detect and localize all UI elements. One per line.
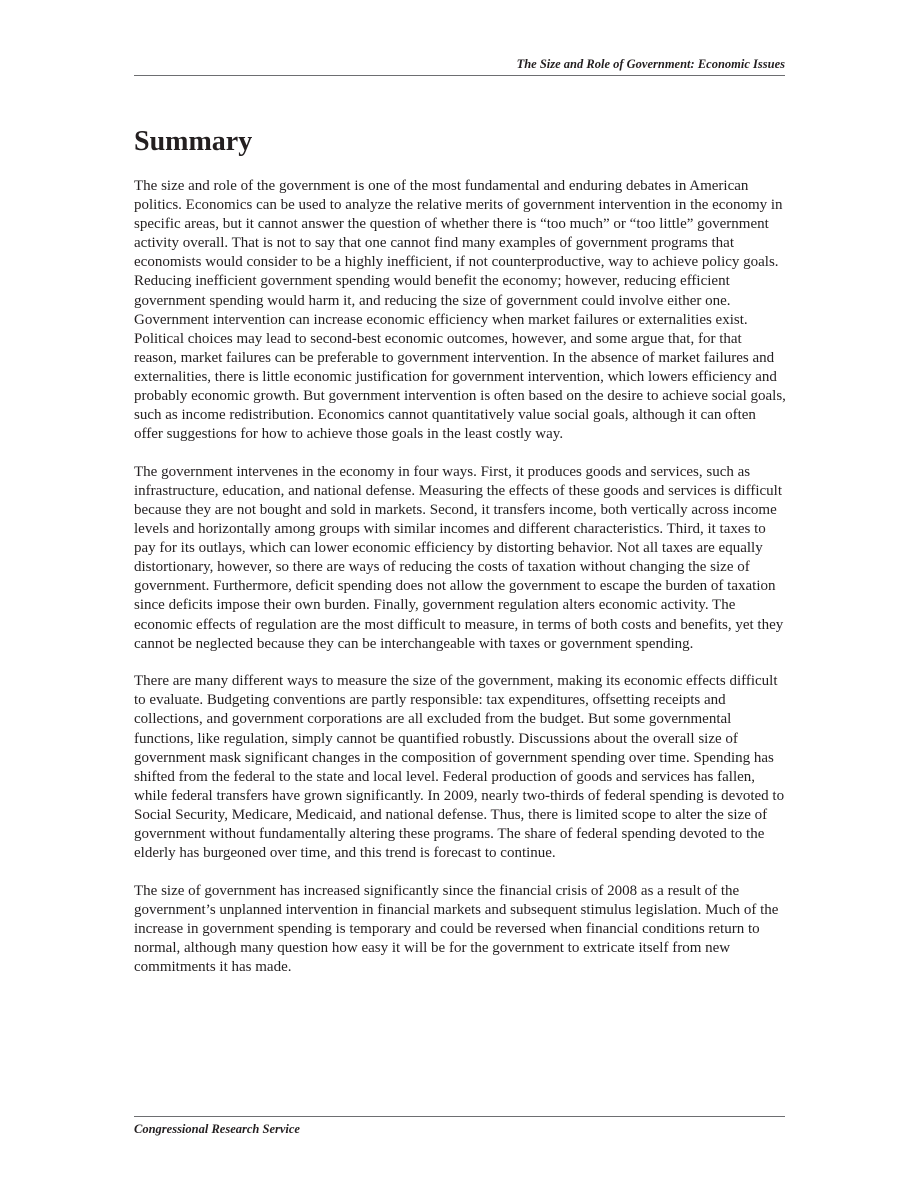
summary-body xyxy=(134,177,786,996)
section-title: Summary xyxy=(134,126,253,157)
paragraph-4: The size of government has increased significantly since the financial crisis of 2008 as a result of the government’s unplanned intervention in financial markets and subsequent stimulus legislation. Much of the increase in government spending is temporary and could be reversed when financial conditions return to normal, although many question how easy it will be for the government to extricate itself from new commitments it has made. xyxy=(134,882,779,976)
paragraph-3: There are many different ways to measure the size of the government, making its economic effects difficult to evaluate. Budgeting conventions are partly responsible: tax expenditures, offsetting receipts and collections, and government corporations are all excluded from the budget. But some governmental functions, like regulation, simply cannot be quantified robustly. Discussions about the overall size of government mask significant changes in the composition of government spending over time. Spending has shifted from the federal to the state and local level. Federal production of goods and services has fallen, while federal transfers have grown significantly. In 2009, nearly two-thirds of federal spending is devoted to Social Security, Medicare, Medicaid, and national defense. Thus, there is limited scope to alter the size of government without fundamentally altering these programs. The share of federal spending devoted to the elderly has burgeoned over time, and this trend is forecast to continue. xyxy=(134,673,785,862)
paragraph-2: The government intervenes in the economy in four ways. First, it produces goods and services, such as infrastructure, education, and national defense. Measuring the effects of these goods and services is difficult because they are not bought and sold in markets. Second, it transfers income, both vertically across income levels and horizontally among groups with similar incomes and different characteristics. Third, it taxes to pay for its outlays, which can lower economic efficiency by distorting behavior. Not all taxes are equally distortionary, however, so there are ways of reducing the costs of taxation without changing the size of government. Furthermore, deficit spending does not allow the government to escape the burden of taxation since deficits impose their own burden. Finally, government regulation alters economic activity. The economic effects of regulation are the most difficult to measure, in terms of both costs and benefits, yet they cannot be neglected because they can be interchangeable with taxes or government spending. xyxy=(134,463,784,652)
running-header: The Size and Role of Government: Economic Issues xyxy=(134,56,785,76)
page-footer: Congressional Research Service xyxy=(134,1116,785,1137)
paragraph-1: The size and role of the government is one of the most fundamental and enduring debates in American politics. Economics can be used to analyze the relative merits of government intervention in the economy in specific areas, but it cannot answer the question of whether there is “too much” or “too little” government activity overall. That is not to say that one cannot find many examples of government programs that economists would consider to be a highly inefficient, if not counterproductive, way to achieve policy goals. Reducing inefficient government spending would benefit the economy; however, reducing efficient government spending would harm it, and reducing the size of government could involve either one. Government intervention can increase economic efficiency when market failures or externalities exist. Political choices may lead to second-best economic outcomes, however, and some argue that, for that reason, market failures can be preferable to government intervention. In the absence of market failures and externalities, there is little economic justification for government intervention, which lowers efficiency and probably economic growth. But government intervention is often based on the desire to achieve social goals, such as income redistribution. Economics cannot quantitatively value social goals, although it can often offer suggestions for how to achieve those goals in the least costly way. xyxy=(134,178,786,443)
